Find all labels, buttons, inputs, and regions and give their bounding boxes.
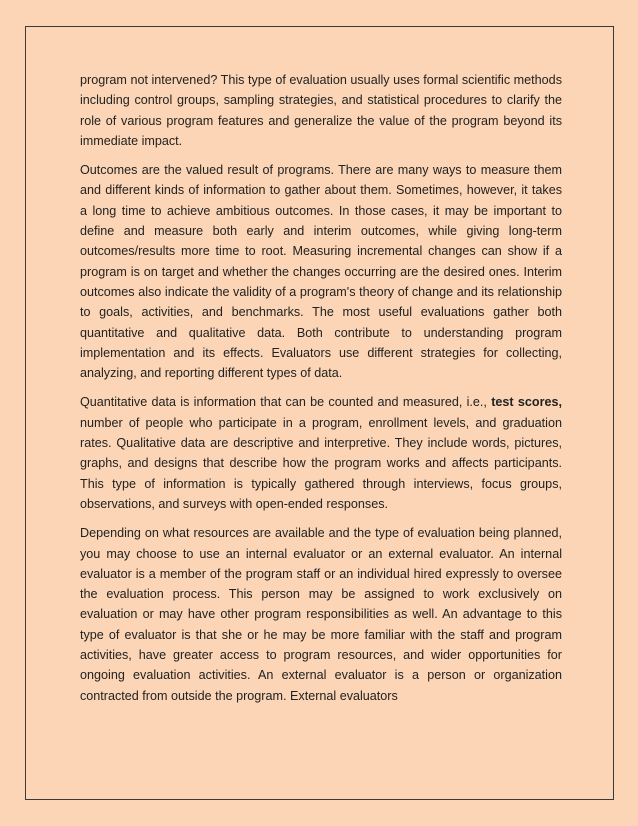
paragraph-text-segment: number of people who participate in a program, enrollment levels, and graduation rates. Qualitative data are descriptive and interpretive. They include words, pictures, graphs, and designs that describe how the program works and affects participants. This type of information is typically gathered through interviews, focus groups, observations, and surveys with open-ended responses. <box>80 415 562 511</box>
bold-term-test-scores: test scores, <box>491 395 562 410</box>
document-body <box>80 70 562 715</box>
paragraph-outcomes: Outcomes are the valued result of programs. There are many ways to measure them and different kinds of information to gather about them. Sometimes, however, it takes a long time to achieve ambitious outcomes. In those cases, it may be important to define and measure both early and interim outcomes, while giving long-term outcomes/results more time to root. Measuring incremental changes can show if a program is on target and whether the changes occurring are the desired ones. Interim outcomes also indicate the validity of a program's theory of change and its relationship to goals, activities, and benchmarks. The most useful evaluations gather both quantitative and qualitative data. Both contribute to understanding program implementation and its effects. Evaluators use different strategies for collecting, analyzing, and reporting different types of data. <box>80 163 562 381</box>
paragraph-evaluation-methods: program not intervened? This type of evaluation usually uses formal scientific methods including control groups, sampling strategies, and statistical procedures to clarify the role of various program features and generalize the value of the program beyond its immediate impact. <box>80 73 562 148</box>
paragraph-text-segment: Quantitative data is information that can be counted and measured, i.e., <box>80 395 492 410</box>
paragraph-evaluators: Depending on what resources are available and the type of evaluation being planned, you may choose to use an internal evaluator or an external evaluator. An internal evaluator is a member of the program staff or an individual hired expressly to oversee the evaluation process. This person may be assigned to work exclusively on evaluation or may have other program responsibilities as well. An advantage to this type of evaluator is that she or he may be more familiar with the staff and program activities, have greater access to program resources, and wider opportunities for ongoing evaluation activities. An external evaluator is a person or organization contracted from outside the program. External evaluators <box>80 526 562 703</box>
paragraph-quantitative-qualitative <box>80 392 562 514</box>
